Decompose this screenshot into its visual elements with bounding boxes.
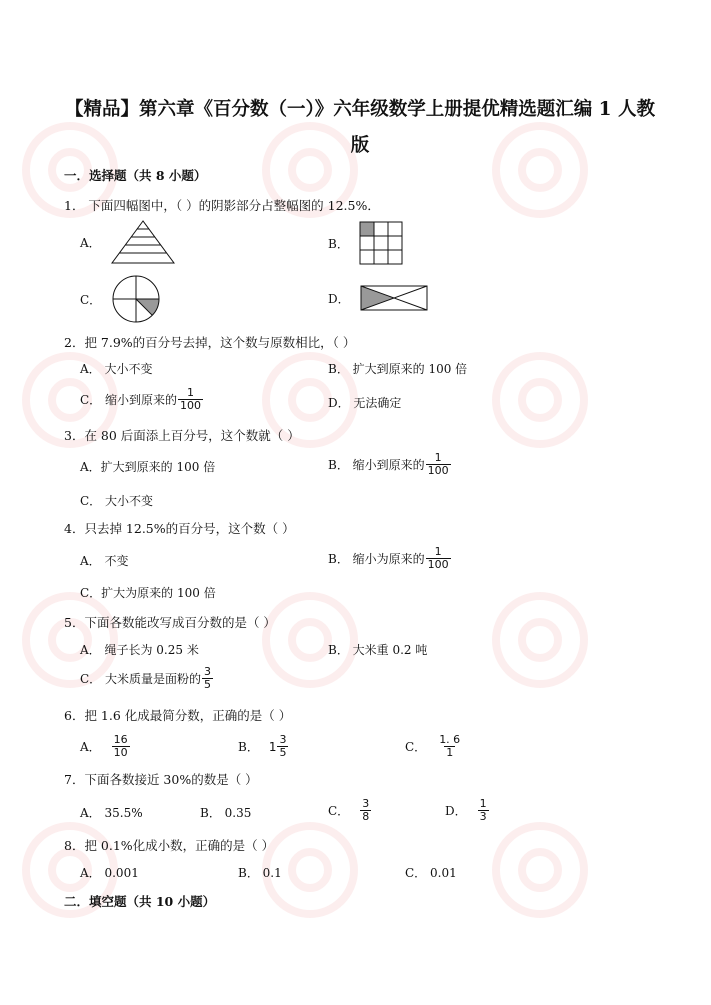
title-line-2: 版 [350,135,370,156]
q6-option-b[interactable] [238,734,288,759]
q1-option-c[interactable] [80,274,161,324]
watermark-logo [490,820,590,920]
grid-square-figure [359,221,403,265]
q8-option-a[interactable]: A． 0.001 [80,866,139,880]
q1-option-b-label: B． [328,236,349,251]
q3-option-a[interactable]: A．扩大到原来的 100 倍 [80,460,216,474]
q3-option-b-text: B． 缩小到原来的 [328,458,425,472]
q7-option-d[interactable] [445,798,489,823]
q1-option-d-label: D． [328,291,350,306]
q6-option-a[interactable] [80,734,130,759]
q5-option-c-text: C． 大米质量是面粉的 [80,672,201,686]
q6-option-a-fraction: $\frac{16}{10}$ [113,733,128,759]
triangle-stripes-figure [111,220,175,264]
question-6-text: 6．把 1.6 化成最简分数，正确的是（ ） [64,708,292,723]
q7-option-b[interactable]: B． 0.35 [200,806,252,820]
q5-option-a[interactable]: A． 绳子长为 0.25 米 [80,643,199,657]
q4-option-c[interactable]: C．扩大为原来的 100 倍 [80,586,216,600]
q2-option-c-fraction: $\frac{1}{100}$ [180,386,201,412]
q1-option-d[interactable] [328,285,428,311]
q2-option-c-text: C． 缩小到原来的 [80,393,177,407]
question-2-text: 2．把 7.9%的百分号去掉，这个数与原数相比，（ ） [64,335,356,350]
q8-option-c[interactable]: C． 0.01 [405,866,457,880]
q2-option-d[interactable]: D． 无法确定 [328,396,402,410]
page-title [60,92,660,164]
question-3-text: 3．在 80 后面添上百分号，这个数就（ ） [64,428,300,443]
q5-option-b[interactable]: B． 大米重 0.2 吨 [328,643,428,657]
q4-option-b[interactable] [328,546,451,571]
q4-option-b-text: B． 缩小为原来的 [328,552,425,566]
q2-option-c[interactable] [80,387,203,412]
q6-option-c[interactable] [405,734,462,759]
q7-option-a[interactable]: A． 35.5% [80,806,143,820]
q3-option-b[interactable] [328,452,451,477]
q7-option-c[interactable] [328,798,371,823]
q1-option-a-label: A． [80,235,101,250]
q6-option-b-mixed-number: 1 $\frac{3}{5}$ [268,733,287,759]
q5-option-c[interactable] [80,666,213,691]
q4-option-b-fraction: $\frac{1}{100}$ [427,545,449,571]
rectangle-diagonals-figure [360,285,428,311]
q1-option-b[interactable] [328,221,403,265]
question-8-text: 8．把 0.1%化成小数，正确的是（ ） [64,838,275,853]
q6-option-c-fraction: $\frac{1. 6}{1}$ [439,733,461,759]
q3-option-b-fraction: $\frac{1}{100}$ [427,451,449,477]
question-7-text: 7．下面各数接近 30%的数是（ ） [64,772,258,787]
question-1-text: 1． 下面四幅图中，（ ）的阴影部分占整幅图的 12.5%． [64,198,380,213]
q1-option-a[interactable] [80,220,175,264]
watermark-logo [260,590,360,690]
q2-option-a[interactable]: A． 大小不变 [80,362,153,376]
q4-option-a[interactable]: A． 不变 [80,554,129,568]
section-heading-choice: 一．选择题（共 8 小题） [64,168,207,183]
q2-option-b[interactable]: B． 扩大到原来的 100 倍 [328,362,468,376]
question-5-text: 5．下面各数能改写成百分数的是（ ） [64,615,276,630]
q7-option-c-fraction: $\frac{3}{8}$ [362,797,370,823]
q6-option-a-label: A． [80,740,101,754]
q7-option-d-label: D． [445,804,467,818]
q3-option-c[interactable]: C． 大小不变 [80,494,153,508]
section-heading-fill-in: 二．填空题（共 10 小题） [64,894,216,909]
q1-option-c-label: C． [80,292,102,307]
q6-option-c-label: C． [405,740,427,754]
q6-option-b-label: B． [238,740,259,754]
watermark-logo [490,350,590,450]
question-4-text: 4．只去掉 12.5%的百分号，这个数（ ） [64,521,295,536]
q7-option-c-label: C． [328,804,350,818]
q8-option-b[interactable]: B． 0.1 [238,866,282,880]
q7-option-d-fraction: $\frac{1}{3}$ [479,797,487,823]
watermark-logo [490,590,590,690]
q5-option-c-fraction: $\frac{3}{5}$ [204,665,211,691]
title-line-1: 【精品】第六章《百分数（一）》六年级数学上册提优精选题汇编 1 人教 [64,99,655,120]
circle-sectors-figure [111,274,161,324]
